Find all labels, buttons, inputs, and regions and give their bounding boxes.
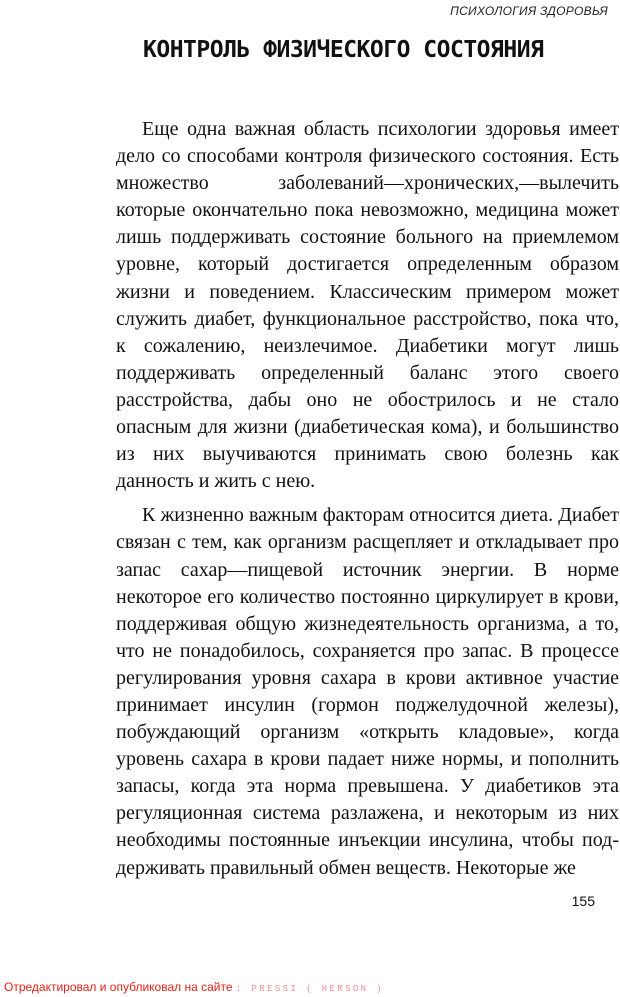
section-title: КОНТРОЛЬ ФИЗИЧЕСКОГО СОСТОЯНИЯ [143, 37, 544, 63]
paragraph: К жизненно важным факторам относится диета. Диабет связан с тем, как организм расщепляет и откладывает про запас сахар—пищевой источник энергии. В норме некоторое его количество постоянно циркулирует в крови, поддерживая общую жизнедеятельность организма, а то, что не понадобилось, сохраняется про запас. В процессе регулирования уровня сахара в крови активное участие принимает инсулин (гормон поджелудочной железы), побуждающий организм «открыть кладовые», когда уровень сахара в крови падает ниже нормы, и пополнить запасы, когда эта норма превышена. У диабетиков эта регуляционная система разлажена, и некоторым из них необходимы постоянные инъекции инсулина, чтобы поддерживать правильный обмен веществ. Некоторые же [116, 504, 619, 879]
paragraph: Еще одна важная область психологии здоровья имеет дело со способами контроля физического состояния. Есть множество заболеваний—хронических,—вылечить которые окончательно пока невозможно, медицина может лишь поддерживать состояние больного на приемлемом уровне, который достигается определенным образом жизни и поведением. Классическим примером может служить диабет, функциональное расстройство, пока что, к сожалению, неизлечимое. Диабетики могут лишь поддерживать определенный баланс этого своего расстройства, дабы оно не обострилось и не стало опасным для жизни (диабетическая кома), и большинство из них выучиваются принимать свою болезнь как данность и жить с нею. [116, 118, 619, 493]
text-body [116, 116, 619, 882]
footer-credit [4, 980, 384, 994]
page-number: 155 [571, 893, 595, 909]
footer-site-link[interactable]: : PRESSI ( HERSON ) [235, 984, 385, 994]
running-head: ПСИХОЛОГИЯ ЗДОРОВЬЯ [450, 4, 608, 18]
footer-credit-text: Отредактировал и опубликовал на сайте [4, 980, 233, 994]
